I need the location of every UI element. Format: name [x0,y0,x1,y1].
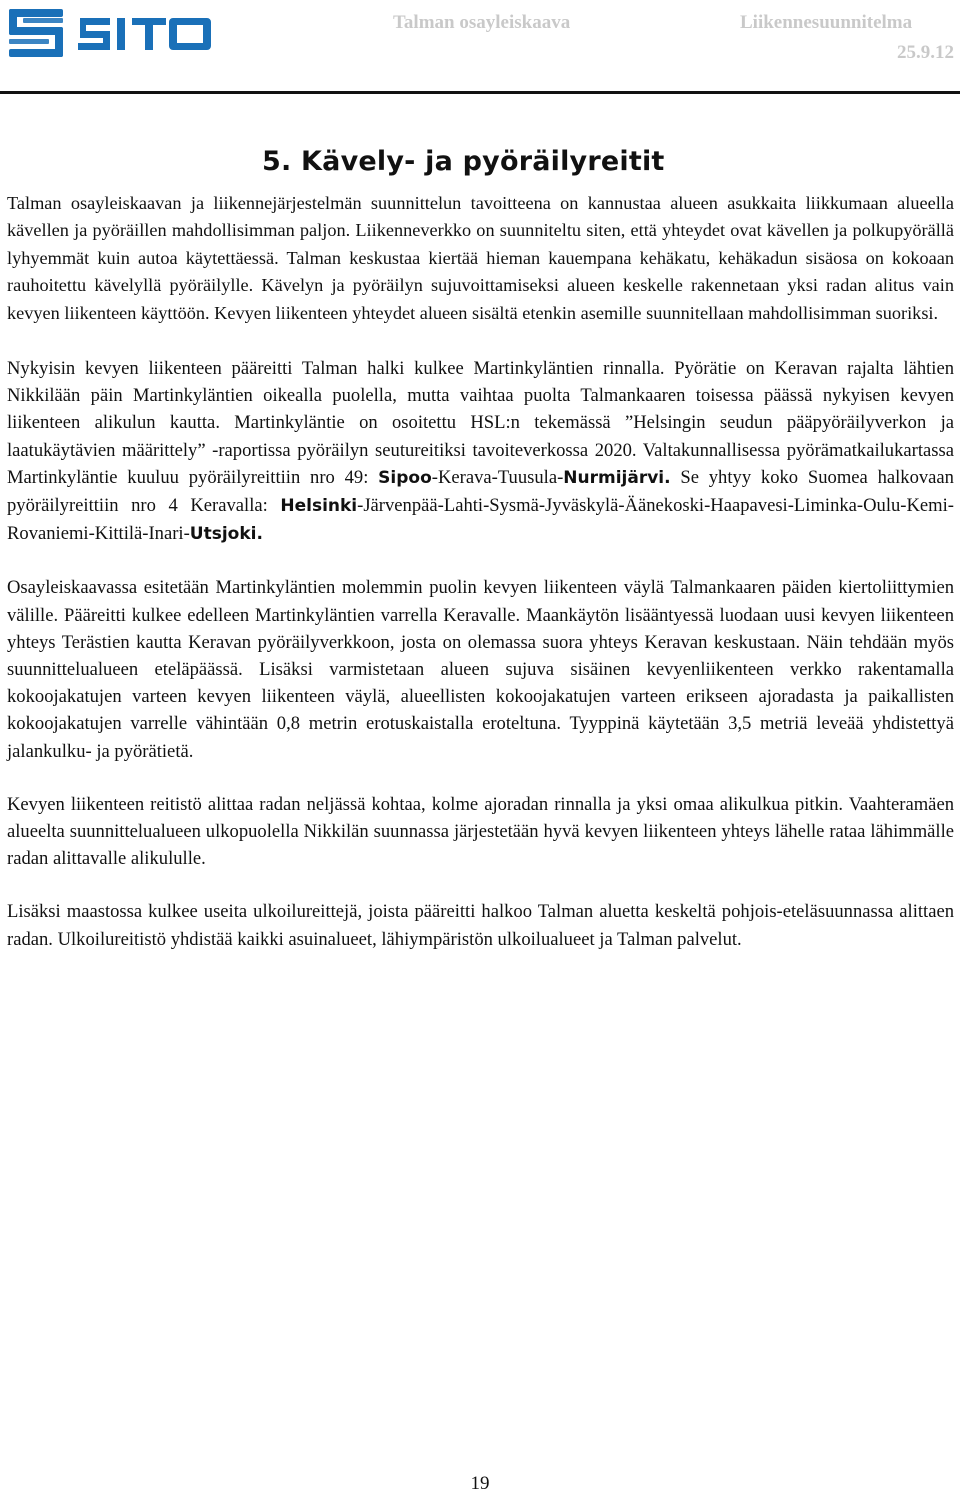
document-date: 25.9.12 [897,42,954,63]
document-subtitle: Liikennesuunnitelma [740,12,913,33]
body-text [7,190,954,979]
place-helsinki: Helsinki [280,496,358,517]
paragraph-2-text-c: -Kerava-Tuusula- [431,466,564,488]
place-utsjoki: Utsjoki. [189,524,263,545]
paragraph-2-text-a: Nykyisin kevyen liikenteen pääreitti Talman halki kulkee Martinkyläntien rinnalla. Pyörätie on Keravan rajalta lähtien Nikkilään päin Martinkyläntien oikealla puolella, mutta vaihtaa puolta Talmankaaren toisessa päässä nykyisen kevyen liikenteen alikulun kautta. Martinkyläntie on osoitettu HSL:n tekemässä ”Helsingin seudun pääpyöräilyverkon ja laatukäytävien määrittely” -raportissa pyöräilyn seutureitiksi tavoiteverkossa 2020. Valtakunnallisessa pyörämatkailukartassa Martinkyläntie kuuluu pyöräilyreittiin nro 49: [7,358,954,488]
page-header [0,0,960,96]
paragraph-2-text-e: -Järvenpää-Lahti-Sysmä-Jyväskylä-Äänekoski-Haapavesi-Liminka-Oulu-Kemi-Rovaniemi-Kittilä-Inari- [7,495,954,545]
place-sipoo: Sipoo [378,467,432,488]
paragraph-2-text-d: Se yhtyy koko Suomea halkovaan pyöräilyreittiin nro 4 Keravalla: [7,466,954,517]
sito-logo [6,6,234,64]
paragraph-4: Kevyen liikenteen reitistö alittaa radan neljässä kohtaa, kolme ajoradan rinnalla ja yksi omaa alikulkua pitkin. Vaahteramäen alueelta suunnittelualueen ulkopuolella Nikkilän suunnassa järjestetään hyvä kevyen liikenteen yhteys lähelle rataa lähimmälle radan alittavalle alikululle. [7,793,954,870]
header-divider [0,91,960,94]
paragraph-3: Osayleiskaavassa esitetään Martinkyläntien molemmin puolin kevyen liikenteen väylä Talmankaaren päiden kiertoliittymien välille. Pääreitti kulkee edelleen Martinkyläntien varrella Keravalle. Maankäytön lisääntyessä luodaan uusi kevyen liikenteen yhteys Terästien kautta Keravan pyöräilyverkkoon, josta on olemassa suora yhteys Keravan keskustaan. Näin tehdään myös suunnittelualueen eteläpäässä. Lisäksi varmistetaan alueen sujuva sisäinen kevyenliikenteen verkko rakentamalla kokoojakatujen varteen kevyen liikenteen väylä, alueellisten kokoojakatujen varteen erikseen ajoradasta ja paikallisten kokoojakatujen varrelle vähintään 0,8 metrin erotuskaistalla eroteltuna. Tyyppinä käytetään 3,5 metriä leveää yhdistettyä jalankulku- ja pyörätietä. [7,577,954,762]
paragraph-1: Talman osayleiskaavan ja liikennejärjestelmän suunnittelun tavoitteena on kannustaa alueen asukkaita liikkumaan alueella kävellen ja pyöräillen mahdollisimman paljon. Liikenneverkko on suunniteltu siten, että yhteydet ovat kävellen ja polkupyörällä lyhyemmät kuin autoa käytettäessä. Talman keskustaa kiertää hieman kauempana kehäkatu, kehäkadun sisäosa on kokoaan rauhoitettu kävelyllä pyöräilylle. Kävelyn ja pyöräilyn sujuvoittamiseksi alueen keskelle rakennetaan yksi radan alitus vain kevyen liikenteen käyttöön. Kevyen liikenteen yhteydet alueen sisältä etenkin asemille suunnitellaan mahdollisimman suoriksi. [7,193,954,323]
paragraph-2 [7,355,954,548]
document-title: Talman osayleiskaava [393,12,571,33]
place-nurmijarvi: Nurmijärvi. [563,467,671,488]
section-heading: 5. Kävely- ja pyöräilyreitit [262,146,665,177]
paragraph-5: Lisäksi maastossa kulkee useita ulkoilureittejä, joista pääreitti halkoo Talman aluetta keskeltä pohjois-eteläsuunnassa alittaen radan. Ulkoilureitistö yhdistää kaikki asuinalueet, lähiympäristön ulkoilualueet ja Talman palvelut. [7,901,954,950]
page-number: 19 [470,1473,490,1494]
